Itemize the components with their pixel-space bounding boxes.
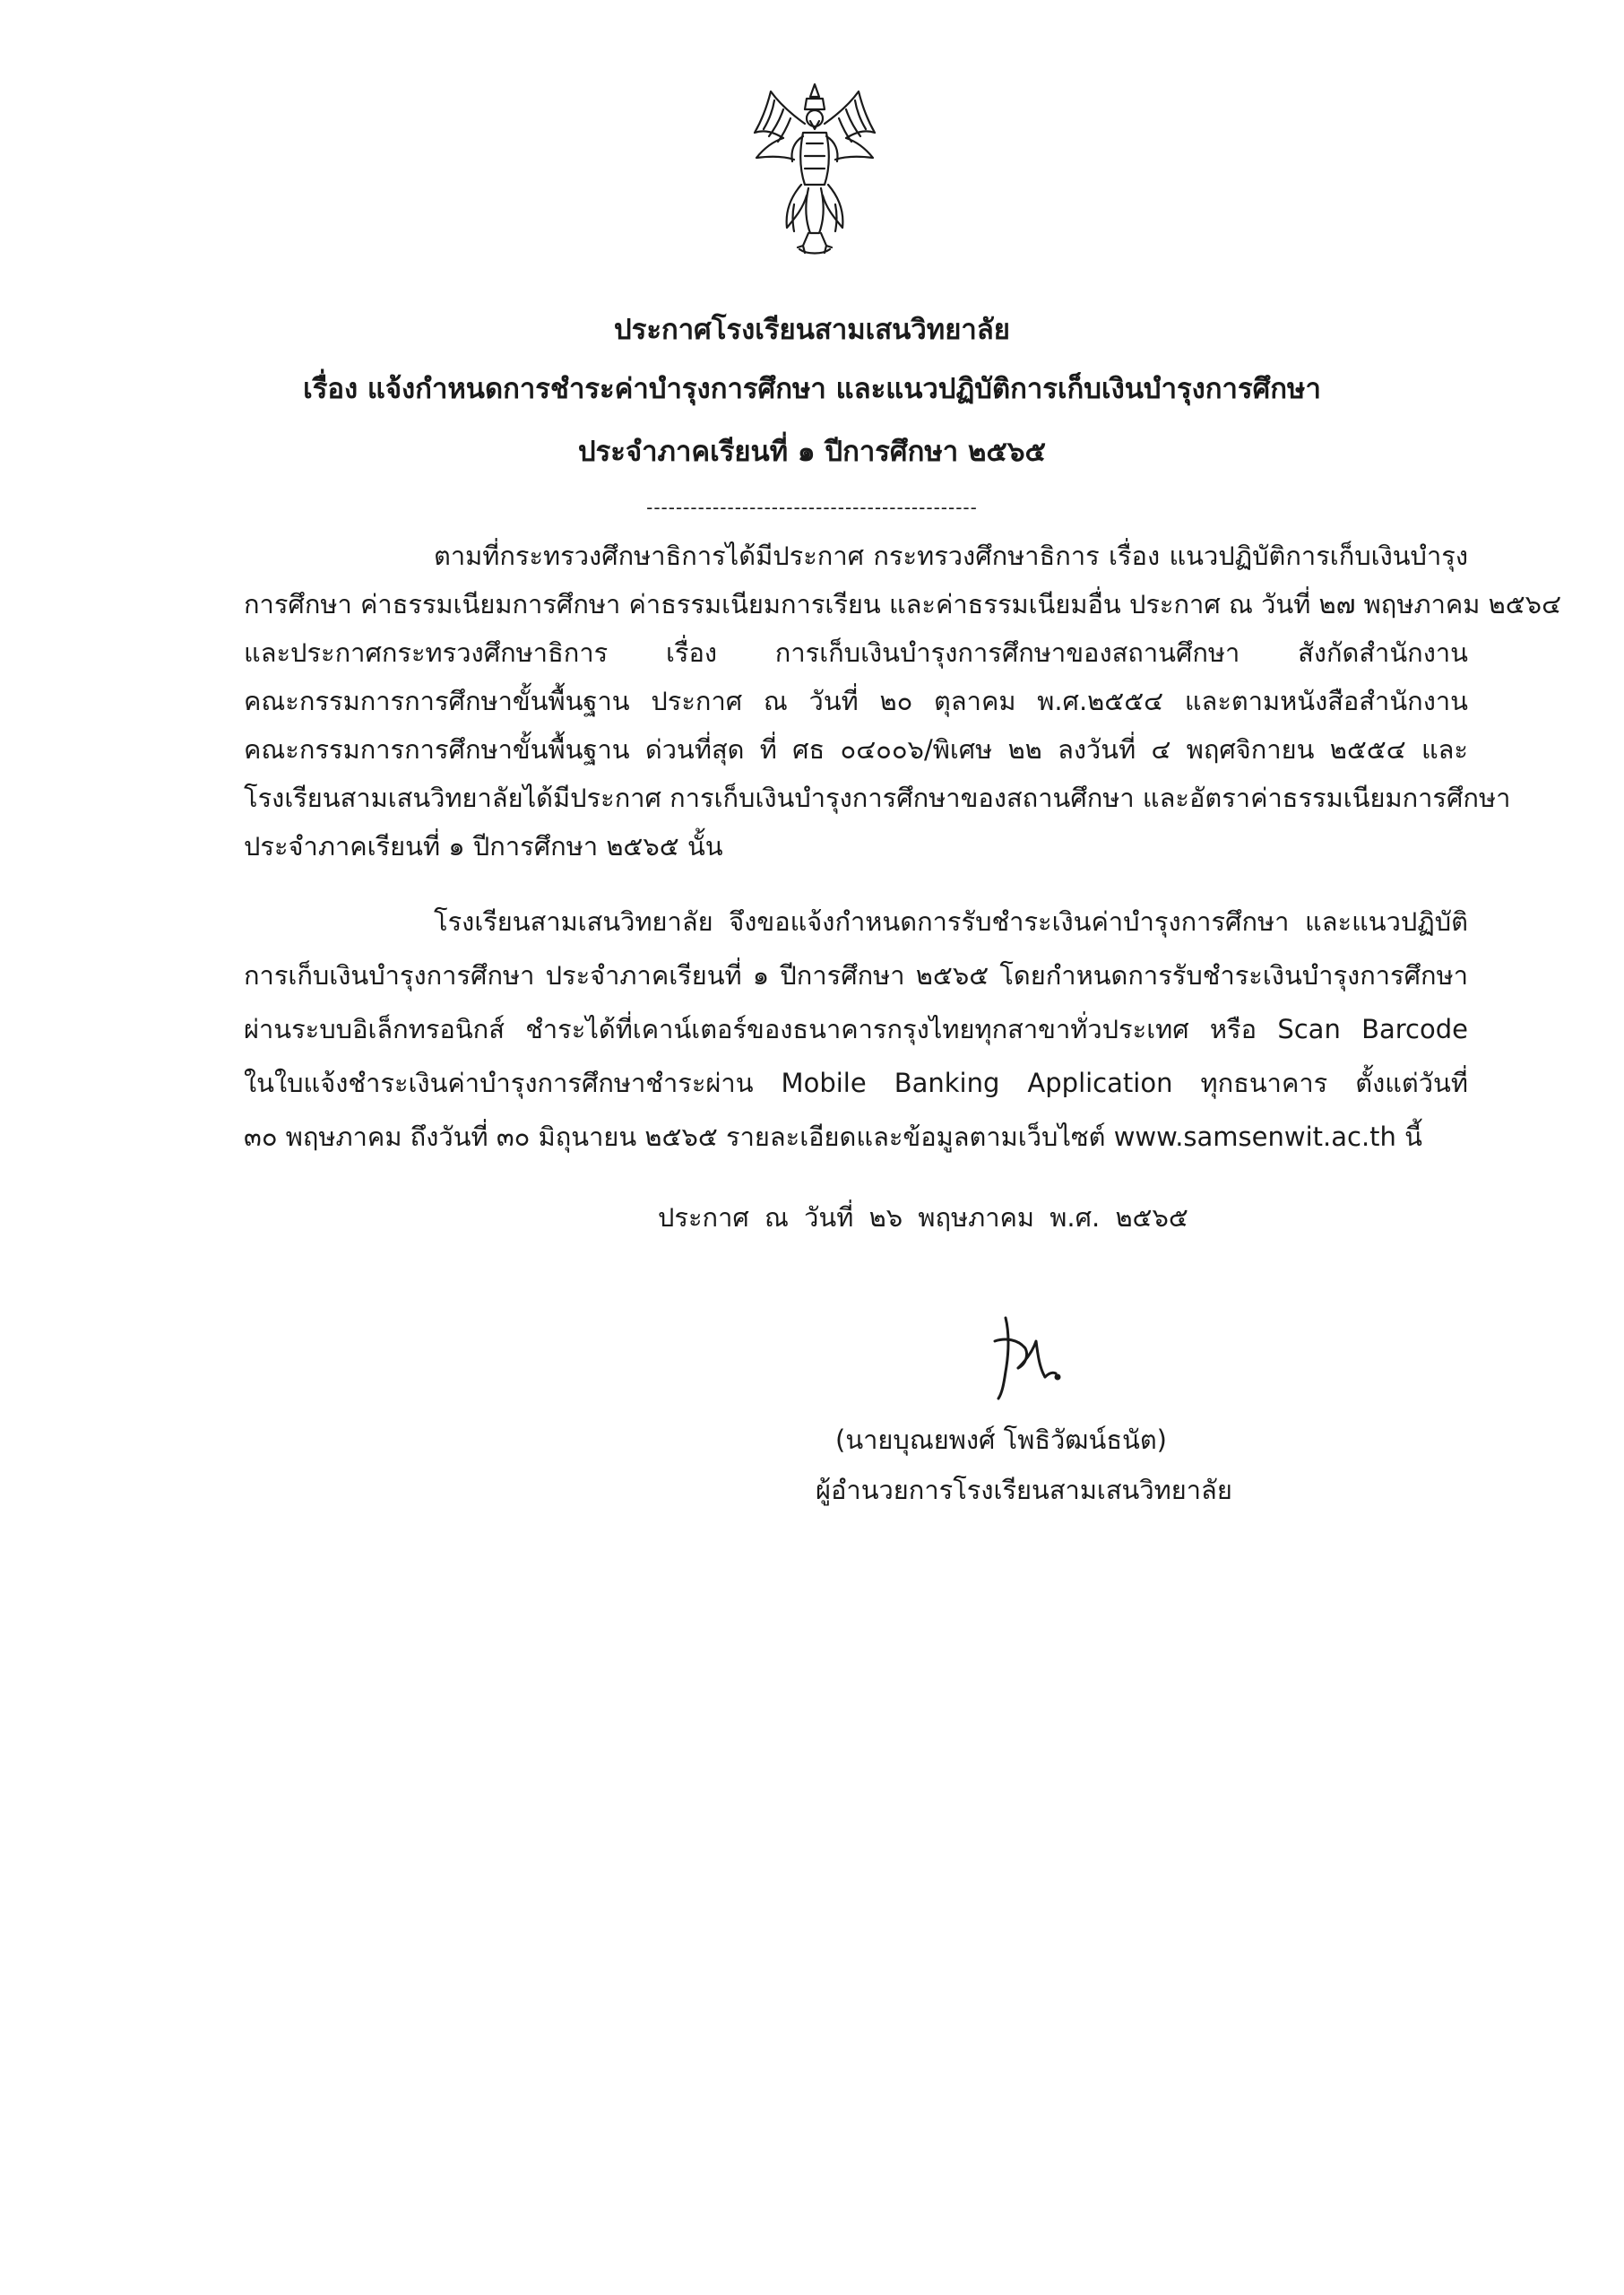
- paragraph-1-line: คณะกรรมการการศึกษาขั้นพื้นฐาน ด่วนที่สุด ที่ ศธ ๐๔๐๐๖/พิเศษ ๒๒ ลงวันที่ ๔ พฤศจิกายน ๒๕๕๔ และ: [244, 734, 1468, 765]
- paragraph-2-line: ในใบแจ้งชำระเงินค่าบำรุงการศึกษาชำระผ่าน Mobile Banking Application ทุกธนาคาร ตั้งแต่วันที่: [244, 1068, 1468, 1098]
- paragraph-1-line: และประกาศกระทรวงศึกษาธิการ เรื่อง การเก็บเงินบำรุงการศึกษาของสถานศึกษา สังกัดสำนักงาน: [244, 637, 1468, 668]
- paragraph-1-line: โรงเรียนสามเสนวิทยาลัยได้มีประกาศ การเก็บเงินบำรุงการศึกษาของสถานศึกษา และอัตราค่าธรรมเนียมการศึกษา: [244, 783, 1511, 813]
- title-divider: ---------------------------------------------: [646, 497, 978, 518]
- paragraph-2-line: โรงเรียนสามเสนวิทยาลัย จึงขอแจ้งกำหนดการรับชำระเงินค่าบำรุงการศึกษา และแนวปฏิบัติ: [434, 906, 1468, 937]
- paragraph-1-line: การศึกษา ค่าธรรมเนียมการศึกษา ค่าธรรมเนียมการเรียน และค่าธรรมเนียมอื่น ประกาศ ณ วันที่ ๒๗ พฤษภาคม ๒๕๖๔: [244, 589, 1562, 619]
- announce-date: ประกาศ ณ วันที่ ๒๖ พฤษภาคม พ.ศ. ๒๕๖๕: [658, 1202, 1188, 1233]
- paragraph-1-line: คณะกรรมการการศึกษาขั้นพื้นฐาน ประกาศ ณ วันที่ ๒๐ ตุลาคม พ.ศ.๒๕๕๔ และตามหนังสือสำนักงาน: [244, 686, 1468, 716]
- signature: [979, 1305, 1068, 1404]
- paragraph-2-line: ๓๐ พฤษภาคม ถึงวันที่ ๓๐ มิถุนายน ๒๕๖๕ รายละเอียดและข้อมูลตามเว็บไซต์ www.samsenwit.ac.th นี้: [244, 1122, 1422, 1152]
- document-subject: เรื่อง แจ้งกำหนดการชำระค่าบำรุงการศึกษา และแนวปฏิบัติการเก็บเงินบำรุงการศึกษา: [303, 373, 1321, 405]
- paragraph-1-line: ตามที่กระทรวงศึกษาธิการได้มีประกาศ กระทรวงศึกษาธิการ เรื่อง แนวปฏิบัติการเก็บเงินบำรุง: [434, 541, 1468, 571]
- garuda-emblem: [747, 79, 882, 258]
- signatory-name: (นายบุณยพงศ์ โพธิวัฒน์ธนัต): [835, 1425, 1167, 1455]
- paragraph-1-line: ประจำภาคเรียนที่ ๑ ปีการศึกษา ๒๕๖๕ นั้น: [244, 831, 723, 862]
- paragraph-2-line: ผ่านระบบอิเล็กทรอนิกส์ ชำระได้ที่เคาน์เตอร์ของธนาคารกรุงไทยทุกสาขาทั่วประเทศ หรือ Scan Barcode: [244, 1014, 1468, 1044]
- document-title: ประกาศโรงเรียนสามเสนวิทยาลัย: [614, 314, 1010, 346]
- document-term: ประจำภาคเรียนที่ ๑ ปีการศึกษา ๒๕๖๕: [577, 436, 1047, 468]
- paragraph-2-line: การเก็บเงินบำรุงการศึกษา ประจำภาคเรียนที่ ๑ ปีการศึกษา ๒๕๖๕ โดยกำหนดการรับชำระเงินบำรุงการศึกษา: [244, 960, 1468, 991]
- signatory-position: ผู้อำนวยการโรงเรียนสามเสนวิทยาลัย: [816, 1475, 1232, 1505]
